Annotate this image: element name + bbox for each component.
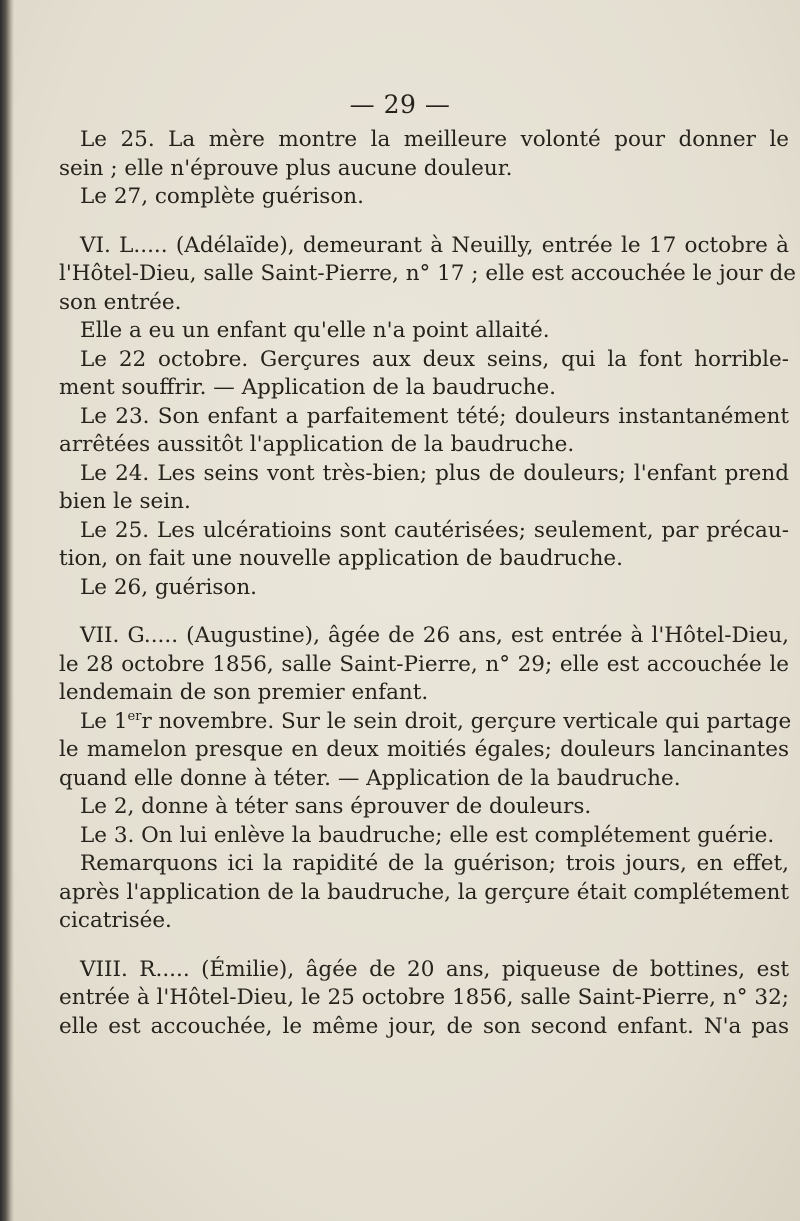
- paragraph: [59, 403, 789, 460]
- text-line: après l'application de la baudruche, la gerçure était complétement: [59, 879, 790, 905]
- text-line: lendemain de son premier enfant.: [59, 680, 429, 705]
- text-line: le 28 octobre 1856, salle Saint-Pierre, n° 29; elle est accouchée le: [59, 651, 789, 677]
- paragraph: [59, 183, 789, 212]
- text-line: Le 25. La mère montre la meilleure volonté pour donner le: [80, 127, 789, 152]
- text-line: cicatrisée.: [59, 908, 172, 933]
- text-line: Le 25. Les ulcératioins sont cautérisées; seulement, par précau-: [80, 517, 789, 543]
- text-line: ment souffrir. — Application de la baudruche.: [59, 375, 557, 400]
- text-line: Le 22 octobre. Gerçures aux deux seins, qui la font horrible-: [80, 346, 789, 372]
- text-line: Le 24. Les seins vont très-bien; plus de douleurs; l'enfant prend: [80, 460, 789, 486]
- text-line: elle est accouchée, le même jour, de son second enfant. N'a pas: [59, 1013, 789, 1039]
- paragraph: [59, 622, 789, 708]
- text-line: VIII. R..... (Émilie), âgée de 20 ans, piqueuse de bottines, est: [80, 956, 789, 982]
- paragraph: [59, 460, 789, 517]
- text-line: VI. L..... (Adélaïde), demeurant à Neuilly, entrée le 17 octobre à: [80, 232, 789, 258]
- paragraph: [59, 517, 789, 574]
- page-number: — 29 —: [349, 90, 451, 119]
- text-line: Le 2, donne à téter sans éprouver de douleurs.: [80, 794, 592, 819]
- text-line: Le 1err novembre. Sur le sein droit, gerçure verticale qui partage: [80, 708, 792, 734]
- paragraph: [59, 822, 789, 851]
- text-line: son entrée.: [59, 289, 182, 315]
- text-line: quand elle donne à téter. — Application de la baudruche.: [59, 765, 681, 791]
- paragraph: [59, 708, 792, 794]
- paragraph: [59, 574, 789, 603]
- paragraph: [59, 126, 789, 183]
- paragraph: [59, 793, 789, 822]
- text-line: arrêtées aussitôt l'application de la baudruche.: [59, 432, 575, 457]
- text-line: Remarquons ici la rapidité de la guérison; trois jours, en effet,: [80, 851, 789, 876]
- paragraph-gap: [59, 936, 789, 956]
- paragraph-gap: [59, 212, 789, 232]
- text-line: sein ; elle n'éprouve plus aucune douleur.: [59, 155, 513, 181]
- paragraph-gap: [59, 602, 789, 622]
- paragraph: [59, 232, 797, 318]
- text-line: Le 3. On lui enlève la baudruche; elle est complétement guérie.: [80, 822, 775, 848]
- paragraph: [59, 850, 789, 936]
- book-spine-shadow: [0, 0, 14, 1221]
- text-line: Elle a eu un enfant qu'elle n'a point allaité.: [80, 318, 550, 343]
- text-line: Le 26, guérison.: [80, 574, 258, 600]
- text-line: tion, on fait une nouvelle application de baudruche.: [59, 546, 623, 571]
- text-line: Le 27, complète guérison.: [80, 184, 364, 209]
- text-line: VII. G..... (Augustine), âgée de 26 ans, est entrée à l'Hôtel-Dieu,: [80, 623, 789, 648]
- body-text: [59, 126, 797, 1041]
- text-line: Le 23. Son enfant a parfaitement tété; douleurs instantanément: [80, 403, 789, 429]
- paragraph: [59, 956, 789, 1042]
- text-line: bien le sein.: [59, 489, 191, 514]
- paragraph: [59, 346, 789, 403]
- text-line: l'Hôtel-Dieu, salle Saint-Pierre, n° 17 ; elle est accouchée le jour de: [59, 261, 797, 286]
- text-line: le mamelon presque en deux moitiés égales; douleurs lancinantes: [59, 737, 789, 762]
- text-line: entrée à l'Hôtel-Dieu, le 25 octobre 1856, salle Saint-Pierre, n° 32;: [59, 985, 789, 1010]
- paragraph: [59, 317, 789, 346]
